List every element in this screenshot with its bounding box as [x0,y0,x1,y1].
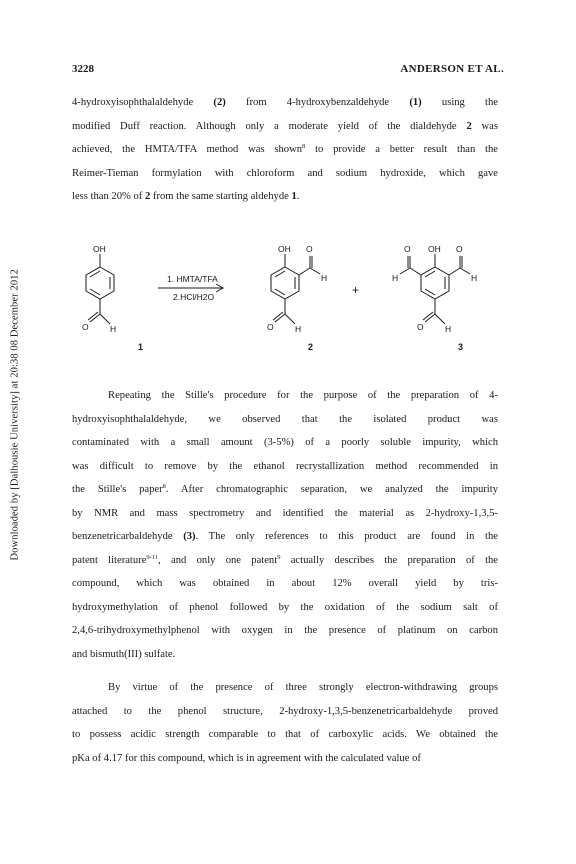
text-line [72,643,498,667]
reaction-scheme-drawing [72,232,504,362]
text-run: actually describes the preparation of the [280,554,499,566]
page-header [72,63,504,77]
o-label: O [404,244,411,254]
download-watermark: Downloaded by [Dalhousie University] at 20:38 08 December 2012 [9,269,21,561]
compound-number-2: 2 [308,342,314,352]
page-number: 3228 [72,63,94,75]
paragraph-impurity [72,384,498,666]
h-label: H [471,273,478,283]
citation-superscript: 9-11 [146,553,159,561]
citation-superscript: 8 [162,483,166,490]
text-line [72,502,498,526]
compound-ref: 2 [466,120,472,132]
text-run: less than 20% of [72,191,145,202]
text-line [72,478,498,502]
running-head: ANDERSON ET AL. [400,63,504,75]
compound-ref: (3) [183,531,196,542]
text-run: from 4-hydroxybenzaldehyde [225,97,410,108]
text-run: was difficult to remove by the ethanol recrystallization method recommended in [72,460,498,472]
text-run: Repeating the Stille's procedure for the purpose of the preparation of 4- [108,390,498,401]
text-line [72,185,498,209]
text-run: the Stille's paper [72,484,163,495]
text-line [72,700,498,724]
compound-ref: (1) [409,97,422,108]
text-run: using the [421,97,498,108]
text-line [72,431,498,455]
h-label: H [110,324,117,334]
text-line [72,723,498,747]
paragraph-acidity [72,676,498,770]
o-label: O [306,244,313,254]
h-label: H [392,273,399,283]
text-line [72,525,498,549]
text-run: By virtue of the presence of three strongly electron-withdrawing groups [108,682,498,693]
oh-label: OH [428,244,441,254]
text-line [72,408,498,432]
text-line [72,138,498,162]
o-label: O [267,322,274,332]
compound-ref: (2) [213,97,226,108]
h-label: H [295,324,302,334]
text-line [72,676,498,700]
text-run: . [296,191,300,202]
text-run: 4-hydroxyisophthalaldehyde [72,97,214,108]
h-label: H [445,324,452,334]
text-line [72,384,498,408]
text-line [72,596,498,620]
text-run: benzenetricarbaldehyde [72,531,184,542]
o-label: O [82,322,89,332]
text-line [72,91,498,115]
text-run: compound, which was obtained in about 12% overall yield by tris- [72,578,498,589]
text-run: achieved, the HMTA/TFA method was shown [72,144,303,155]
text-run: Reimer-Tieman formylation with chloroform and sodium hydroxide, which gave [72,167,498,179]
citation-superscript: 8 [302,143,306,150]
text-line [72,549,498,573]
reaction-scheme [72,232,504,362]
text-run: , and only one patent [158,554,278,566]
reagent-step-1: 1. HMTA/TFA [167,274,218,284]
text-line [72,747,498,771]
plus-sign: + [352,283,360,297]
text-run: hydroxyisophthalaldehyde, we observed that the isolated product was [72,413,498,425]
text-run: hydroxymethylation of phenol followed by the oxidation of the sodium salt of [72,601,498,613]
compound-ref: 2 [144,191,151,202]
citation-superscript: 9 [277,553,281,561]
text-line [72,115,498,139]
compound-number-1: 1 [138,342,144,352]
o-label: O [417,322,424,332]
text-run: . The only references to this product are found in the [195,531,498,542]
text-line [72,162,498,186]
text-run: . After chromatographic separation, we analyzed the impurity [165,484,498,495]
text-run: attached to the phenol structure, 2-hydroxy-1,3,5-benzenetricarbaldehyde proved [72,705,498,717]
text-run: from the same starting aldehyde [150,191,292,202]
text-run: contaminated with a small amount (3-5%) of a poorly soluble impurity, which [72,437,498,448]
text-run: by NMR and mass spectrometry and identified the material as 2-hydroxy-1,3,5- [72,507,498,519]
h-label: H [321,273,328,283]
oh-label: OH [93,244,106,254]
text-run: 2,4,6-trihydroxymethylphenol with oxygen in the presence of platinum on carbon [72,625,498,636]
text-run: pKa of 4.17 for this compound, which is in agreement with the calculated value of [72,752,421,764]
text-line [72,572,498,596]
reagent-step-2: 2.HCl/H2O [173,292,215,302]
text-run: to provide a better result than the [305,144,498,155]
text-run: and bismuth(III) sulfate. [72,648,176,660]
text-line [72,619,498,643]
text-run: was [471,120,499,132]
text-run: modified Duff reaction. Although only a moderate yield of the dialdehyde [72,120,467,132]
text-line [72,455,498,479]
compound-ref: 1 [291,191,297,202]
paragraph-intro [72,91,498,209]
text-run: patent literature [72,554,147,566]
oh-label: OH [278,244,291,254]
text-run: to possess acidic strength comparable to that of carboxylic acids. We obtained the [72,729,498,740]
o-label: O [456,244,463,254]
compound-number-3: 3 [458,342,464,352]
